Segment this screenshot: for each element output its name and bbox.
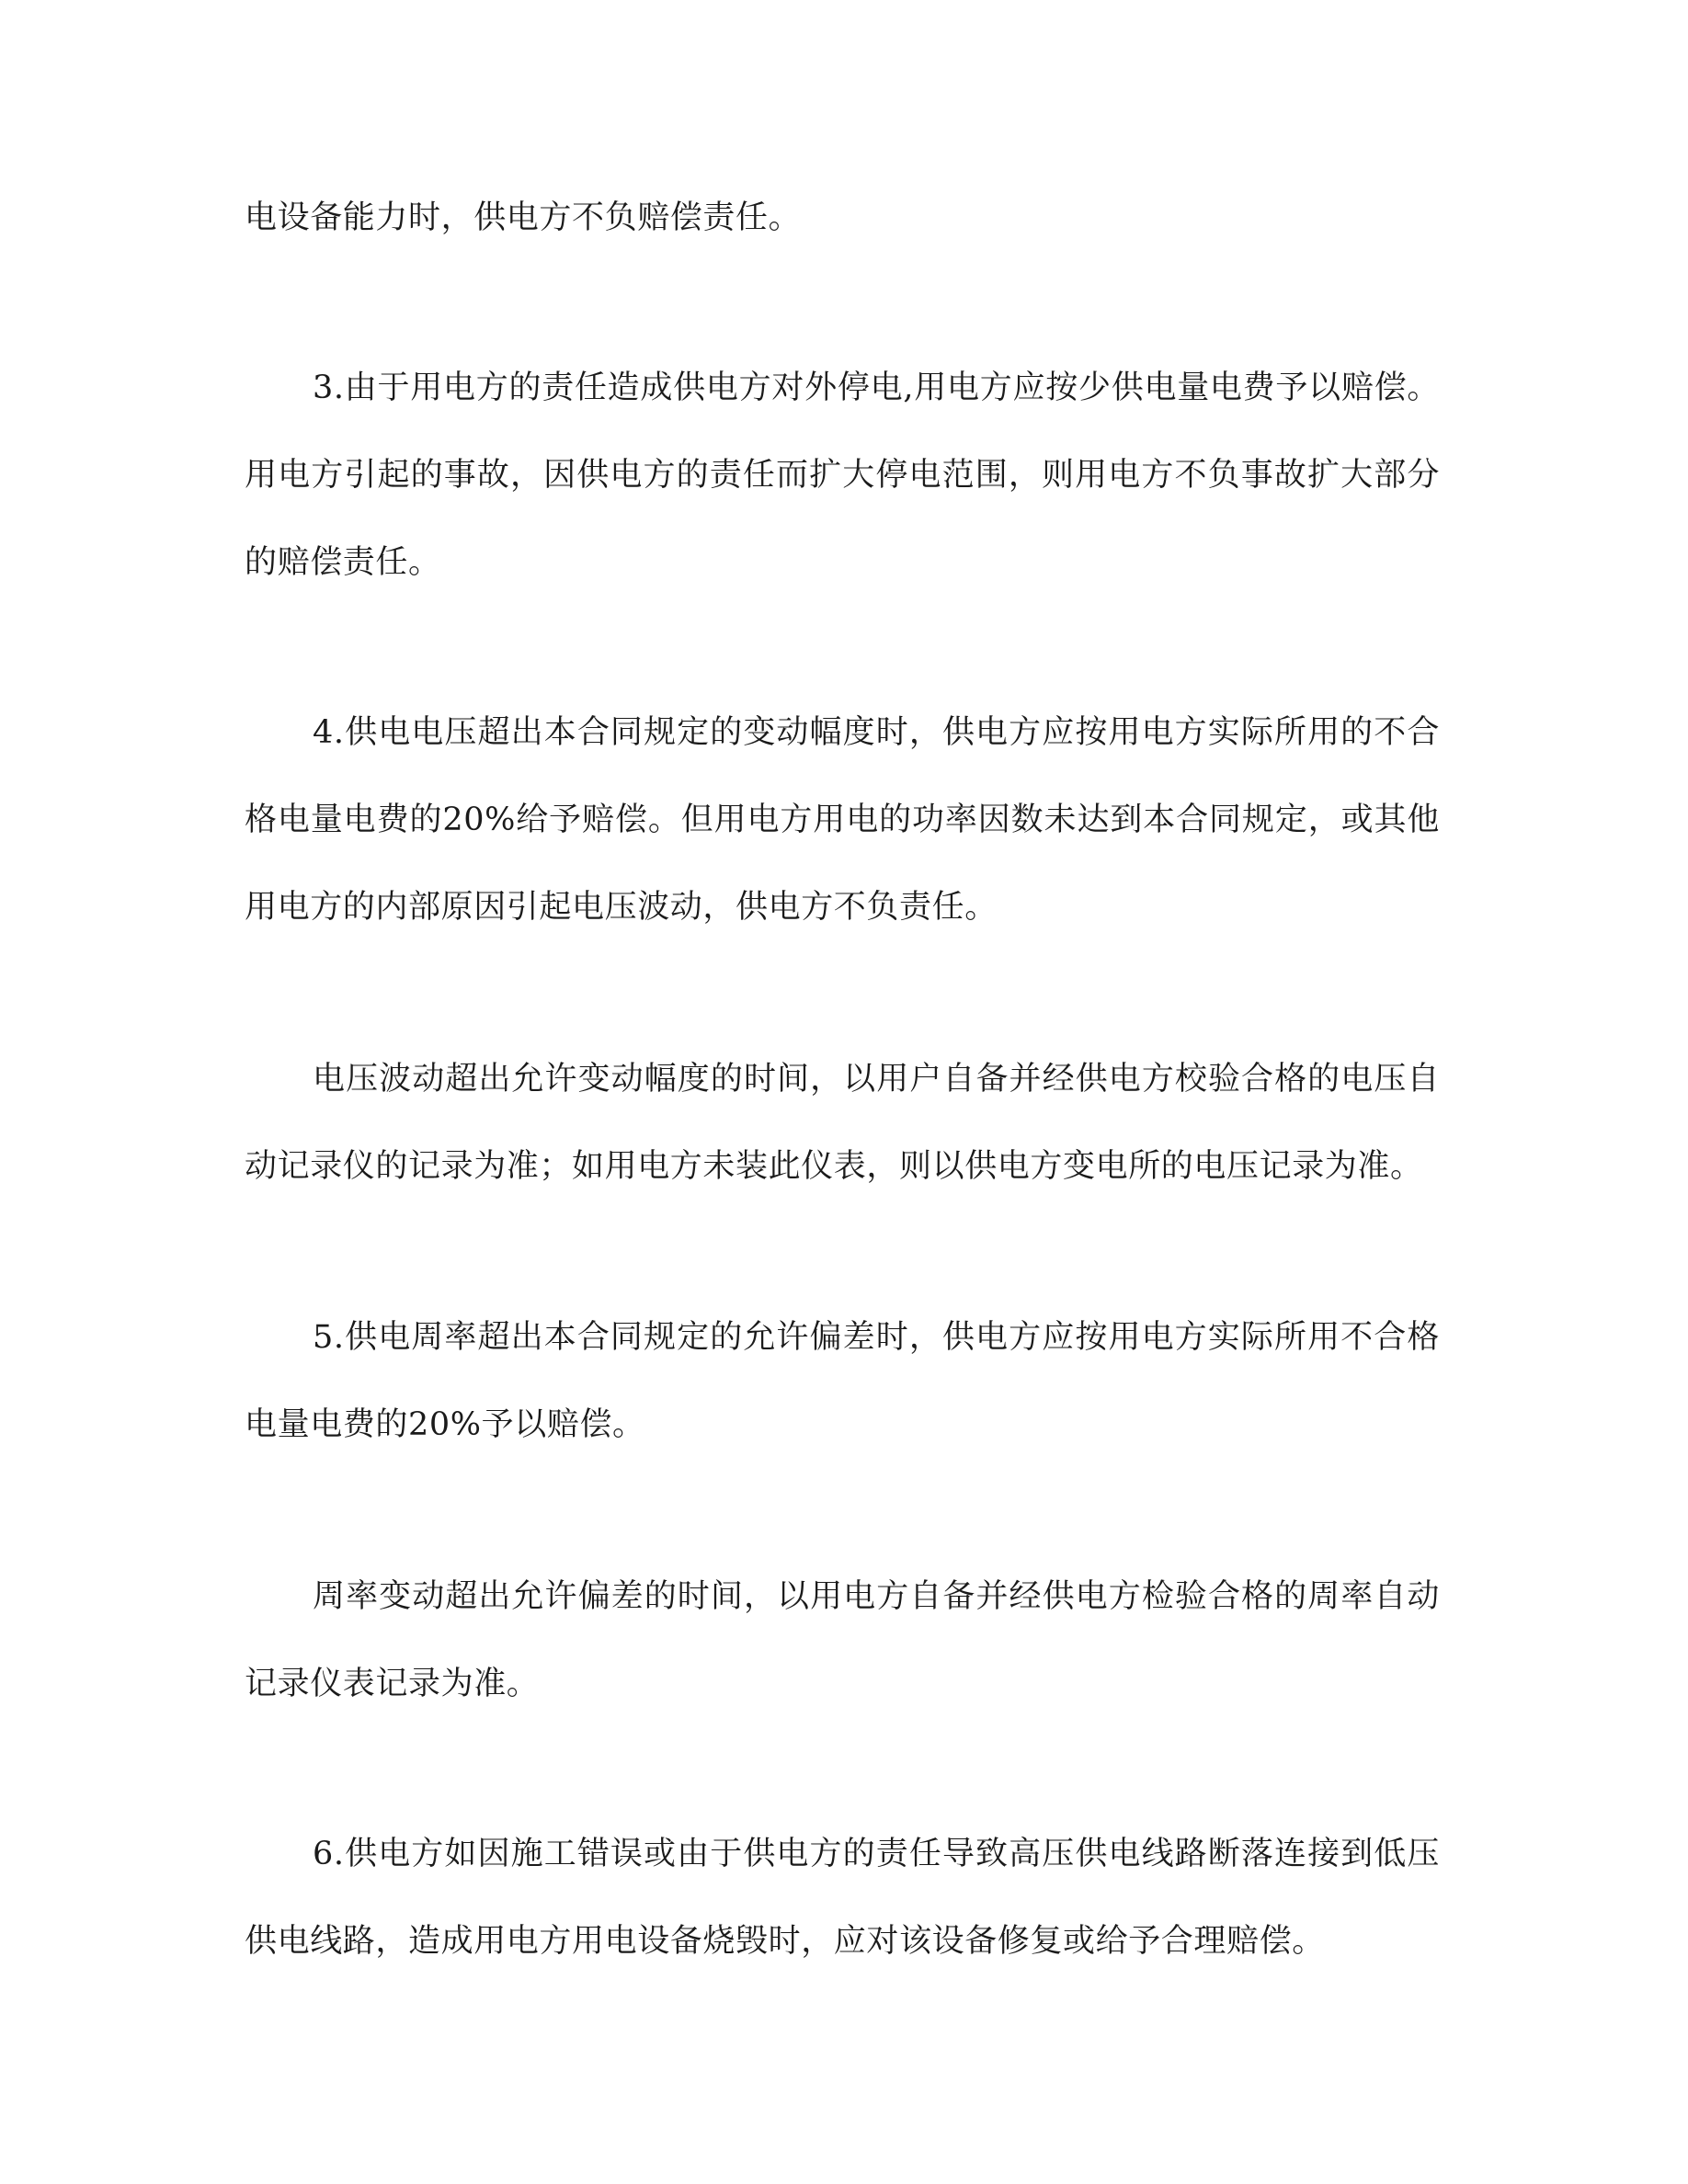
paragraph-frequency-record: 周率变动超出允许偏差的时间，以用电方自备并经供电方检验合格的周率自动记录仪表记录为准。 bbox=[245, 1578, 1440, 1702]
paragraph-item-3: 3.由于用电方的责任造成供电方对外停电,用电方应按少供电量电费予以赔偿。用电方引起的事故，因供电方的责任而扩大停电范围，则用电方不负事故扩大部分的赔偿责任。 bbox=[245, 370, 1440, 581]
paragraph-item-6: 6.供电方如因施工错误或由于供电方的责任导致高压供电线路断落连接到低压供电线路，造成用电方用电设备烧毁时，应对该设备修复或给予合理赔偿。 bbox=[245, 1836, 1440, 1960]
paragraph-continuation: 电设备能力时，供电方不负赔偿责任。 bbox=[245, 199, 802, 236]
paragraph-item-5: 5.供电周率超出本合同规定的允许偏差时，供电方应按用电方实际所用不合格电量电费的20%予以赔偿。 bbox=[245, 1319, 1440, 1443]
paragraph-item-4: 4.供电电压超出本合同规定的变动幅度时，供电方应按用电方实际所用的不合格电量电费的20%给予赔偿。但用电方用电的功率因数未达到本合同规定，或其他用电方的内部原因引起电压波动，供电方不负责任。 bbox=[245, 714, 1440, 926]
paragraph-voltage-record: 电压波动超出允许变动幅度的时间，以用户自备并经供电方校验合格的电压自动记录仪的记录为准；如用电方未装此仪表，则以供电方变电所的电压记录为准。 bbox=[245, 1061, 1440, 1185]
